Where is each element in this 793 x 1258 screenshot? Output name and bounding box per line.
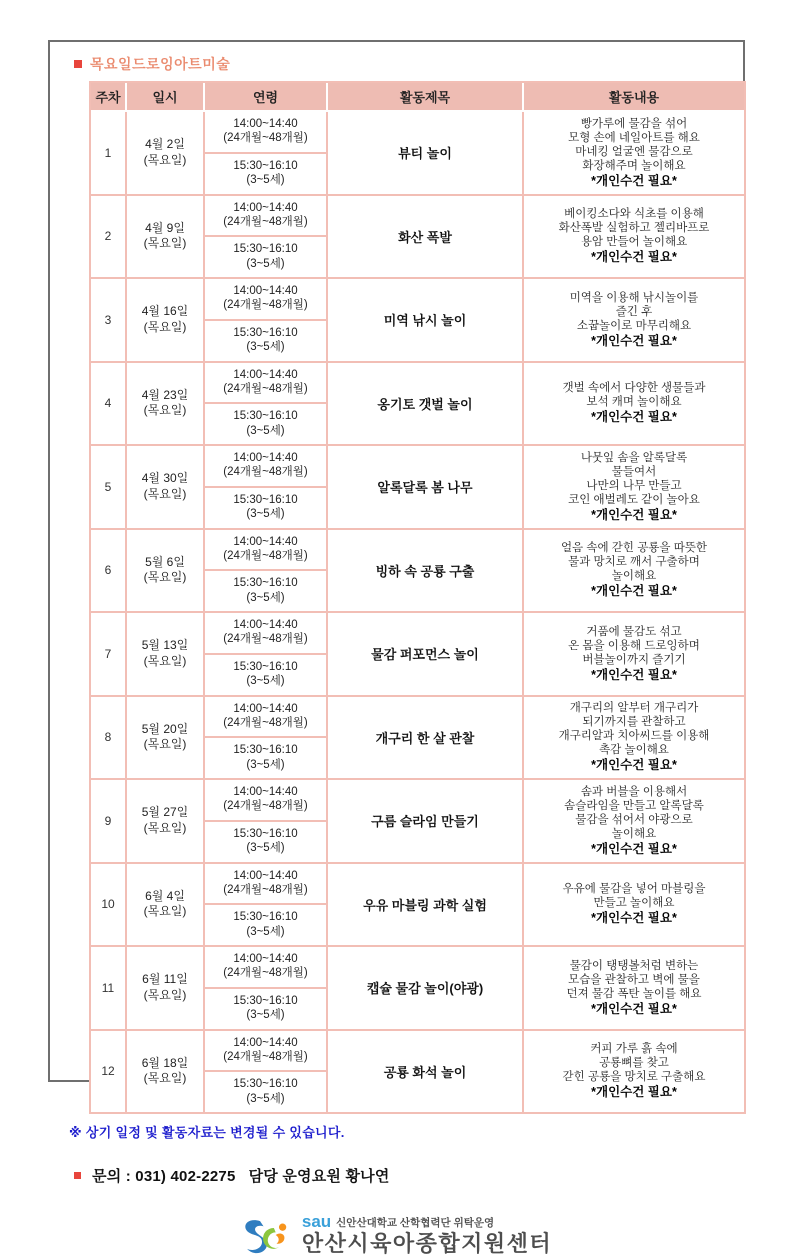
activity-content-line: 물감을 섞어서 야광으로 bbox=[575, 813, 693, 826]
age-slot-range: (3~5세) bbox=[246, 591, 285, 604]
activity-content-line: 갇힌 공룡을 망치로 구출해요 bbox=[562, 1071, 706, 1084]
age-slot-preschool bbox=[205, 820, 326, 862]
day-of-week-text: (목요일) bbox=[143, 403, 187, 418]
age-cell bbox=[205, 1031, 328, 1113]
activity-content-line: 빵가루에 물감을 섞어 bbox=[580, 117, 688, 130]
date-text: 4월 23일 bbox=[141, 387, 189, 402]
activity-content-lines bbox=[524, 207, 744, 249]
activity-content-cell bbox=[524, 196, 744, 280]
age-slot-toddler bbox=[205, 446, 326, 486]
age-slot-range: (3~5세) bbox=[246, 925, 285, 938]
activity-content-line: 갯벌 속에서 다양한 생물들과 bbox=[562, 382, 706, 395]
activity-content-line: 얼음 속에 갇힌 공룡을 따뜻한 bbox=[560, 542, 708, 555]
age-slot-time: 15:30~16:10 bbox=[233, 660, 298, 673]
age-slot-toddler bbox=[205, 279, 326, 319]
age-cell bbox=[205, 112, 328, 196]
activity-title-cell: 캡슐 물감 놀이(야광) bbox=[328, 947, 524, 1031]
activity-content-line: 미역을 이용해 낚시놀이를 bbox=[569, 291, 699, 304]
table-row bbox=[91, 864, 744, 948]
activity-content-line: 물감이 탱탱볼처럼 변하는 bbox=[569, 959, 699, 972]
activity-title-cell: 구름 슬라임 만들기 bbox=[328, 780, 524, 864]
date-text: 4월 30일 bbox=[141, 471, 189, 486]
logo-text-block bbox=[302, 1213, 552, 1256]
activity-content-line: 화장해주며 놀이해요 bbox=[582, 159, 686, 172]
day-of-week-text: (목요일) bbox=[143, 904, 187, 919]
table-row bbox=[91, 530, 744, 614]
age-slot-range: (24개월~48개월) bbox=[223, 215, 308, 228]
towel-required-note: *개인수건 필요* bbox=[591, 333, 677, 348]
age-slot-time: 14:00~14:40 bbox=[233, 452, 298, 464]
activity-content-line: 버블놀이까지 즐기기 bbox=[582, 653, 686, 666]
red-square-bullet-icon bbox=[74, 60, 82, 68]
activity-content-line: 되기까지를 관찰하고 bbox=[582, 716, 686, 729]
age-cell bbox=[205, 613, 328, 697]
activity-content-line: 모형 손에 네일아트를 해요 bbox=[568, 131, 700, 144]
table-row bbox=[91, 446, 744, 530]
age-cell bbox=[205, 947, 328, 1031]
age-cell bbox=[205, 697, 328, 781]
activity-content-lines bbox=[524, 882, 744, 910]
day-of-week-text: (목요일) bbox=[143, 987, 187, 1002]
activity-content-lines bbox=[524, 959, 744, 1001]
date-text: 4월 16일 bbox=[141, 304, 189, 319]
activity-content-line: 코인 애벌레도 같이 놀아요 bbox=[568, 493, 700, 506]
table-body bbox=[91, 112, 744, 1112]
activity-content-line: 즐긴 후 bbox=[615, 305, 653, 318]
age-slot-toddler bbox=[205, 530, 326, 570]
age-cell bbox=[205, 279, 328, 363]
activity-title-cell: 화산 폭발 bbox=[328, 196, 524, 280]
activity-content-cell bbox=[524, 864, 744, 948]
activity-title-cell: 옹기토 갯벌 놀이 bbox=[328, 363, 524, 447]
date-cell bbox=[127, 530, 205, 614]
date-cell bbox=[127, 697, 205, 781]
date-text: 5월 20일 bbox=[141, 721, 189, 736]
age-slot-time: 14:00~14:40 bbox=[233, 1036, 298, 1049]
activity-content-line: 놀이해요 bbox=[611, 570, 657, 583]
header-activity-content: 활동내용 bbox=[524, 83, 744, 112]
age-slot-range: (3~5세) bbox=[246, 1009, 285, 1022]
red-square-bullet-icon bbox=[74, 1172, 81, 1179]
logo-top-line bbox=[302, 1213, 552, 1230]
day-of-week-text: (목요일) bbox=[143, 1071, 187, 1086]
towel-required-note: *개인수건 필요* bbox=[591, 911, 677, 926]
activity-content-line: 화산폭발 실험하고 젤리바프로 bbox=[558, 222, 710, 235]
activity-title-cell: 빙하 속 공룡 구출 bbox=[328, 530, 524, 614]
activity-content-lines bbox=[524, 1042, 744, 1084]
date-cell bbox=[127, 279, 205, 363]
age-slot-range: (24개월~48개월) bbox=[223, 883, 308, 896]
towel-required-note: *개인수건 필요* bbox=[591, 758, 677, 773]
table-row bbox=[91, 279, 744, 363]
age-slot-toddler bbox=[205, 947, 326, 987]
date-text: 5월 27일 bbox=[141, 805, 189, 820]
affiliation-text: 신안산대학교 산학협력단 위탁운영 bbox=[336, 1217, 495, 1230]
activity-title-cell: 물감 퍼포먼스 놀이 bbox=[328, 613, 524, 697]
day-of-week-text: (목요일) bbox=[143, 152, 187, 167]
age-slot-range: (24개월~48개월) bbox=[223, 466, 308, 479]
header-age: 연령 bbox=[205, 83, 328, 112]
day-of-week-text: (목요일) bbox=[143, 319, 187, 334]
age-slot-range: (24개월~48개월) bbox=[223, 633, 308, 646]
organization-name: 안산시육아종합지원센터 bbox=[301, 1231, 553, 1257]
age-slot-range: (3~5세) bbox=[246, 341, 285, 354]
activity-content-lines bbox=[524, 381, 744, 409]
activity-content-line: 나뭇잎 솜을 알록달록 bbox=[580, 451, 688, 464]
age-slot-preschool bbox=[205, 319, 326, 361]
age-slot-toddler bbox=[205, 1031, 326, 1071]
age-slot-time: 15:30~16:10 bbox=[233, 744, 298, 757]
activity-content-line: 온 몸을 이용해 드로잉하며 bbox=[568, 639, 700, 652]
section-title-text: 목요일드로잉아트미술 bbox=[90, 56, 231, 72]
activity-title-cell: 우유 마블링 과학 실험 bbox=[328, 864, 524, 948]
activity-content-lines bbox=[524, 541, 744, 583]
week-cell: 6 bbox=[91, 530, 127, 614]
day-of-week-text: (목요일) bbox=[143, 737, 187, 752]
activity-content-cell bbox=[524, 947, 744, 1031]
age-slot-toddler bbox=[205, 613, 326, 653]
sci-logo-icon bbox=[241, 1212, 293, 1258]
activity-content-line: 놀이해요 bbox=[611, 827, 657, 840]
activity-content-cell bbox=[524, 697, 744, 781]
age-slot-range: (3~5세) bbox=[246, 758, 285, 771]
activity-content-line: 커피 가루 흙 속에 bbox=[590, 1043, 678, 1056]
activity-content-line: 보석 캐며 놀이해요 bbox=[586, 396, 682, 409]
age-slot-range: (24개월~48개월) bbox=[223, 716, 308, 729]
contact-line bbox=[74, 1165, 743, 1186]
age-cell bbox=[205, 363, 328, 447]
week-cell: 2 bbox=[91, 196, 127, 280]
date-text: 6월 18일 bbox=[141, 1055, 189, 1070]
age-slot-preschool bbox=[205, 903, 326, 945]
activity-content-cell bbox=[524, 1031, 744, 1113]
week-cell: 1 bbox=[91, 112, 127, 196]
towel-required-note: *개인수건 필요* bbox=[591, 410, 677, 425]
towel-required-note: *개인수건 필요* bbox=[591, 584, 677, 599]
table-row bbox=[91, 947, 744, 1031]
day-of-week-text: (목요일) bbox=[143, 570, 187, 585]
towel-required-note: *개인수건 필요* bbox=[591, 173, 677, 188]
table-row bbox=[91, 613, 744, 697]
week-cell: 11 bbox=[91, 947, 127, 1031]
activity-title-cell: 알록달록 봄 나무 bbox=[328, 446, 524, 530]
table-header bbox=[91, 83, 744, 112]
age-slot-range: (24개월~48개월) bbox=[223, 382, 308, 395]
age-slot-time: 15:30~16:10 bbox=[233, 577, 298, 590]
age-cell bbox=[205, 864, 328, 948]
day-of-week-text: (목요일) bbox=[143, 236, 187, 251]
week-cell: 4 bbox=[91, 363, 127, 447]
age-slot-preschool bbox=[205, 569, 326, 611]
activity-content-line: 모습을 관찰하고 벽에 물을 bbox=[568, 973, 700, 986]
age-slot-range: (3~5세) bbox=[246, 257, 285, 270]
date-text: 5월 13일 bbox=[141, 638, 189, 653]
age-slot-time: 15:30~16:10 bbox=[233, 243, 298, 256]
age-slot-range: (24개월~48개월) bbox=[223, 1050, 308, 1063]
age-slot-range: (24개월~48개월) bbox=[223, 800, 308, 813]
age-slot-time: 14:00~14:40 bbox=[233, 786, 298, 798]
age-slot-preschool bbox=[205, 486, 326, 528]
table-row bbox=[91, 112, 744, 196]
towel-required-note: *개인수건 필요* bbox=[591, 507, 677, 522]
week-cell: 5 bbox=[91, 446, 127, 530]
age-cell bbox=[205, 196, 328, 280]
activity-content-cell bbox=[524, 530, 744, 614]
activity-content-cell bbox=[524, 780, 744, 864]
week-cell: 8 bbox=[91, 697, 127, 781]
header-activity-title: 활동제목 bbox=[328, 83, 524, 112]
age-slot-time: 15:30~16:10 bbox=[233, 493, 298, 506]
age-slot-time: 15:30~16:10 bbox=[233, 159, 298, 172]
date-cell bbox=[127, 112, 205, 196]
day-of-week-text: (목요일) bbox=[143, 653, 187, 668]
age-slot-time: 15:30~16:10 bbox=[233, 1078, 298, 1091]
day-of-week-text: (목요일) bbox=[143, 486, 187, 501]
activity-content-line: 소꿉놀이로 마무리해요 bbox=[576, 319, 692, 332]
towel-required-note: *개인수건 필요* bbox=[591, 250, 677, 265]
age-slot-toddler bbox=[205, 196, 326, 236]
date-text: 4월 9일 bbox=[145, 220, 185, 235]
activity-content-cell bbox=[524, 279, 744, 363]
age-slot-time: 15:30~16:10 bbox=[233, 326, 298, 339]
table-row bbox=[91, 196, 744, 280]
date-cell bbox=[127, 864, 205, 948]
activity-title-cell: 뷰티 놀이 bbox=[328, 112, 524, 196]
activity-content-lines bbox=[524, 701, 744, 757]
document-page bbox=[48, 40, 745, 1257]
week-cell: 9 bbox=[91, 780, 127, 864]
activity-content-cell bbox=[524, 613, 744, 697]
date-cell bbox=[127, 363, 205, 447]
center-logo bbox=[50, 1212, 743, 1258]
date-text: 4월 2일 bbox=[145, 137, 185, 152]
age-slot-range: (3~5세) bbox=[246, 508, 285, 521]
header-week: 주차 bbox=[91, 83, 127, 112]
towel-required-note: *개인수건 필요* bbox=[591, 841, 677, 856]
towel-required-note: *개인수건 필요* bbox=[591, 1001, 677, 1016]
activity-content-line: 던져 물감 폭탄 놀이를 해요 bbox=[566, 987, 702, 1000]
age-slot-time: 14:00~14:40 bbox=[233, 535, 298, 548]
activity-content-cell bbox=[524, 363, 744, 447]
activity-content-line: 솜슬라임을 만들고 알록달록 bbox=[564, 799, 704, 812]
activity-content-line: 나만의 나무 만들고 bbox=[586, 479, 682, 492]
age-slot-preschool bbox=[205, 152, 326, 194]
age-cell bbox=[205, 446, 328, 530]
age-slot-time: 14:00~14:40 bbox=[233, 702, 298, 715]
date-text: 6월 4일 bbox=[145, 888, 185, 903]
age-slot-range: (3~5세) bbox=[246, 675, 285, 688]
week-cell: 3 bbox=[91, 279, 127, 363]
activity-content-line: 거품에 물감도 섞고 bbox=[586, 625, 682, 638]
age-slot-toddler bbox=[205, 864, 326, 904]
activity-content-line: 공룡뼈를 찾고 bbox=[599, 1057, 669, 1070]
activity-content-lines bbox=[524, 785, 744, 841]
activity-content-lines bbox=[524, 451, 744, 507]
date-cell bbox=[127, 780, 205, 864]
table-row bbox=[91, 1031, 744, 1113]
week-cell: 12 bbox=[91, 1031, 127, 1113]
table-row bbox=[91, 363, 744, 447]
age-slot-range: (3~5세) bbox=[246, 174, 285, 187]
section-title bbox=[74, 54, 743, 74]
age-slot-range: (24개월~48개월) bbox=[223, 967, 308, 980]
activity-title-cell: 개구리 한 살 관찰 bbox=[328, 697, 524, 781]
activity-content-line: 마네킹 얼굴엔 물감으로 bbox=[575, 145, 693, 158]
activity-content-lines bbox=[524, 625, 744, 667]
activity-content-line: 용암 만들어 놀이해요 bbox=[580, 236, 688, 249]
age-slot-time: 15:30~16:10 bbox=[233, 911, 298, 924]
header-row bbox=[91, 83, 744, 112]
week-cell: 7 bbox=[91, 613, 127, 697]
activity-content-line: 물들여서 bbox=[611, 465, 657, 478]
activity-content-line: 솜과 버블을 이용해서 bbox=[580, 785, 688, 798]
age-slot-range: (24개월~48개월) bbox=[223, 549, 308, 562]
age-slot-time: 14:00~14:40 bbox=[233, 201, 298, 214]
age-slot-preschool bbox=[205, 736, 326, 778]
age-slot-preschool bbox=[205, 402, 326, 444]
activity-title-cell: 공룡 화석 놀이 bbox=[328, 1031, 524, 1113]
age-slot-time: 15:30~16:10 bbox=[233, 827, 298, 840]
week-cell: 10 bbox=[91, 864, 127, 948]
age-cell bbox=[205, 530, 328, 614]
age-slot-range: (3~5세) bbox=[246, 424, 285, 437]
age-slot-preschool bbox=[205, 235, 326, 277]
schedule-change-footnote: ※ 상기 일정 및 활동자료는 변경될 수 있습니다. bbox=[69, 1125, 345, 1140]
table-row bbox=[91, 697, 744, 781]
activity-content-lines bbox=[524, 117, 744, 173]
age-slot-range: (3~5세) bbox=[246, 842, 285, 855]
age-slot-range: (3~5세) bbox=[246, 1092, 285, 1105]
activity-content-line: 베이킹소다와 식초를 이용해 bbox=[564, 208, 704, 221]
date-cell bbox=[127, 446, 205, 530]
age-slot-range: (24개월~48개월) bbox=[223, 299, 308, 312]
date-cell bbox=[127, 613, 205, 697]
date-cell bbox=[127, 1031, 205, 1113]
age-slot-time: 14:00~14:40 bbox=[233, 869, 298, 882]
activity-content-lines bbox=[524, 291, 744, 333]
activity-content-line: 만들고 놀이해요 bbox=[593, 897, 675, 910]
age-slot-time: 14:00~14:40 bbox=[233, 619, 298, 631]
age-slot-time: 15:30~16:10 bbox=[233, 410, 298, 423]
age-slot-range: (24개월~48개월) bbox=[223, 132, 308, 145]
day-of-week-text: (목요일) bbox=[143, 820, 187, 835]
towel-required-note: *개인수건 필요* bbox=[591, 667, 677, 682]
age-slot-toddler bbox=[205, 697, 326, 737]
age-slot-preschool bbox=[205, 1070, 326, 1112]
activity-content-line: 개구리알과 치아씨드를 이용해 bbox=[558, 730, 710, 743]
header-date: 일시 bbox=[127, 83, 205, 112]
age-slot-time: 14:00~14:40 bbox=[233, 368, 298, 381]
activity-content-line: 촉감 놀이해요 bbox=[599, 744, 669, 757]
date-text: 6월 11일 bbox=[142, 972, 188, 987]
date-cell bbox=[127, 196, 205, 280]
contact-text: 문의 : 031) 402-2275 담당 운영요원 황나연 bbox=[92, 1168, 390, 1185]
sau-wordmark: sau bbox=[301, 1212, 332, 1232]
table-row bbox=[91, 780, 744, 864]
age-slot-toddler bbox=[205, 363, 326, 403]
activity-content-line: 개구리의 알부터 개구리가 bbox=[569, 702, 699, 715]
age-slot-preschool bbox=[205, 653, 326, 695]
date-text: 5월 6일 bbox=[145, 554, 185, 569]
age-slot-time: 14:00~14:40 bbox=[233, 118, 298, 130]
age-cell bbox=[205, 780, 328, 864]
activity-content-line: 우유에 물감을 넣어 마블링을 bbox=[562, 883, 706, 896]
towel-required-note: *개인수건 필요* bbox=[591, 1085, 677, 1100]
activity-title-cell: 미역 낚시 놀이 bbox=[328, 279, 524, 363]
activity-content-cell bbox=[524, 112, 744, 196]
age-slot-toddler bbox=[205, 780, 326, 820]
age-slot-time: 14:00~14:40 bbox=[233, 953, 298, 965]
age-slot-preschool bbox=[205, 987, 326, 1029]
age-slot-toddler bbox=[205, 112, 326, 152]
age-slot-time: 15:30~16:10 bbox=[233, 994, 298, 1007]
activity-content-cell bbox=[524, 446, 744, 530]
date-cell bbox=[127, 947, 205, 1031]
activity-content-line: 물과 망치로 깨서 구출하며 bbox=[568, 556, 700, 569]
age-slot-time: 14:00~14:40 bbox=[233, 285, 298, 297]
schedule-table bbox=[89, 81, 746, 1114]
